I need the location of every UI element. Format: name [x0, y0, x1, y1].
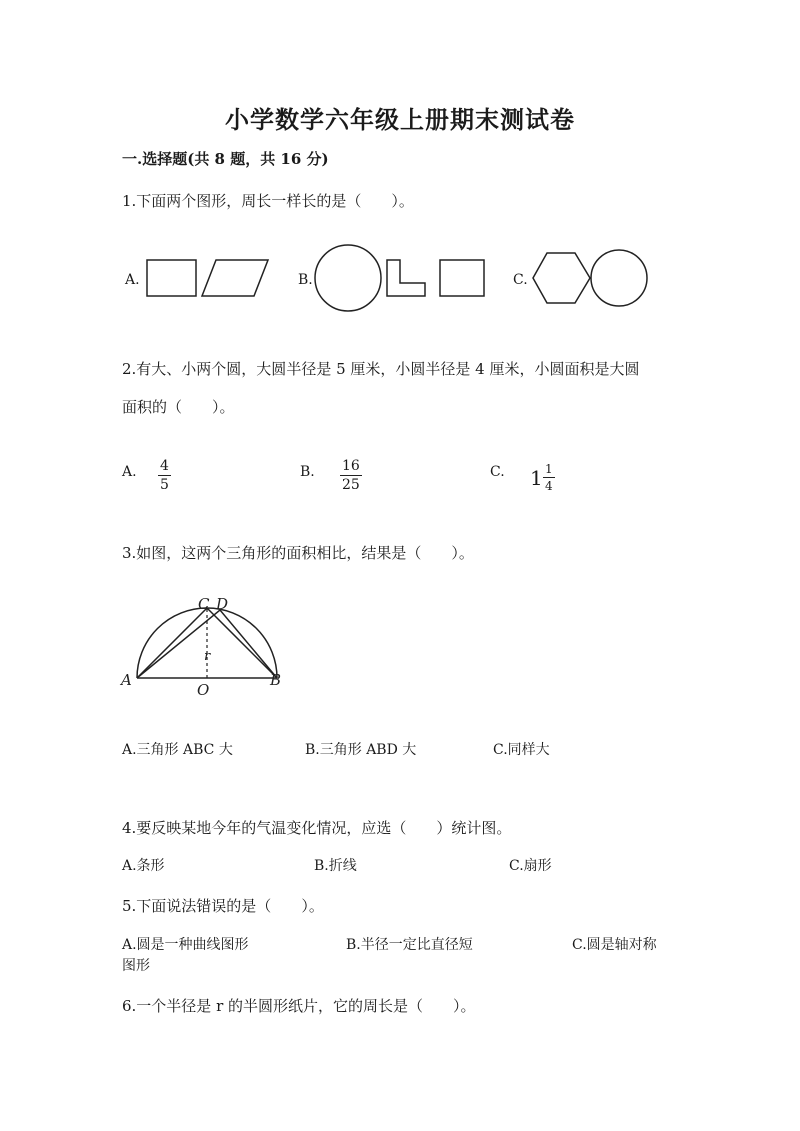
- circle-shape: [591, 250, 647, 306]
- square-shape: [440, 260, 484, 296]
- fraction-numerator: 16: [342, 458, 360, 474]
- triangle-abc: [137, 608, 277, 678]
- l-shape: [387, 260, 425, 296]
- point-a-label: A: [121, 671, 132, 689]
- q2-option-c-label: C.: [490, 464, 505, 480]
- question-4-text: 4.要反映某地今年的气温变化情况，应选（ ）统计图。: [122, 819, 512, 837]
- point-o-label: O: [197, 681, 210, 699]
- triangle-abd: [137, 610, 277, 678]
- square-shape: [147, 260, 196, 296]
- q5-option-b: B.半径一定比直径短: [346, 937, 473, 953]
- q3-option-a: A.三角形 ABC 大: [122, 742, 233, 758]
- radius-r-label: r: [204, 649, 211, 664]
- fraction-numerator: 1: [545, 462, 553, 476]
- section-heading: 一.选择题(共 8 题，共 16 分): [122, 150, 329, 168]
- q2-option-b-fraction: [340, 459, 362, 492]
- fraction-denominator: 4: [545, 479, 553, 493]
- q4-option-a: A.条形: [122, 858, 165, 874]
- question-5-text: 5.下面说法错误的是（ ）。: [122, 897, 324, 915]
- q1-option-c-figures: [532, 248, 652, 310]
- fraction-denominator: 25: [342, 477, 360, 493]
- point-c-label: C: [198, 595, 210, 613]
- question-3-text: 3.如图，这两个三角形的面积相比，结果是（ ）。: [122, 544, 474, 562]
- q1-option-c-label: C.: [513, 272, 528, 288]
- q1-option-b-label: B.: [298, 272, 313, 288]
- q5-option-a: A.圆是一种曲线图形: [122, 937, 249, 953]
- semicircle-triangles-figure: [115, 590, 300, 700]
- page-title: 小学数学六年级上册期末测试卷: [225, 105, 575, 134]
- circle-shape: [315, 245, 381, 311]
- question-6-text: 6.一个半径是 r 的半圆形纸片，它的周长是（ ）。: [122, 997, 476, 1015]
- q1-option-a-label: A.: [125, 272, 140, 288]
- question-2-line-2: 面积的（ ）。: [122, 398, 235, 416]
- q5-option-c-wrap: 图形: [122, 958, 150, 974]
- q5-option-c: C.圆是轴对称: [572, 937, 657, 953]
- parallelogram-shape: [202, 260, 268, 296]
- semicircle-arc: [137, 608, 277, 678]
- q1-option-a-figures: [146, 258, 271, 300]
- hexagon-shape: [533, 253, 590, 303]
- q2-option-b-label: B.: [300, 464, 315, 480]
- q4-option-c: C.扇形: [509, 858, 552, 874]
- q3-option-c: C.同样大: [493, 742, 550, 758]
- question-1-text: 1.下面两个图形，周长一样长的是（ ）。: [122, 192, 414, 210]
- question-2-line-1: 2.有大、小两个圆，大圆半径是 5 厘米，小圆半径是 4 厘米，小圆面积是大圆: [122, 360, 640, 378]
- fraction-numerator: 4: [160, 458, 169, 474]
- q2-option-a-label: A.: [122, 464, 137, 480]
- point-b-label: B: [270, 671, 282, 689]
- q2-option-c-whole: 1: [530, 466, 543, 490]
- q1-option-b-figures: [314, 244, 489, 314]
- point-d-label: D: [216, 595, 229, 613]
- q2-option-a-fraction: [158, 459, 171, 492]
- q3-option-b: B.三角形 ABD 大: [305, 742, 417, 758]
- q4-option-b: B.折线: [314, 858, 357, 874]
- fraction-denominator: 5: [160, 477, 169, 493]
- q2-option-c-fraction: [543, 463, 555, 492]
